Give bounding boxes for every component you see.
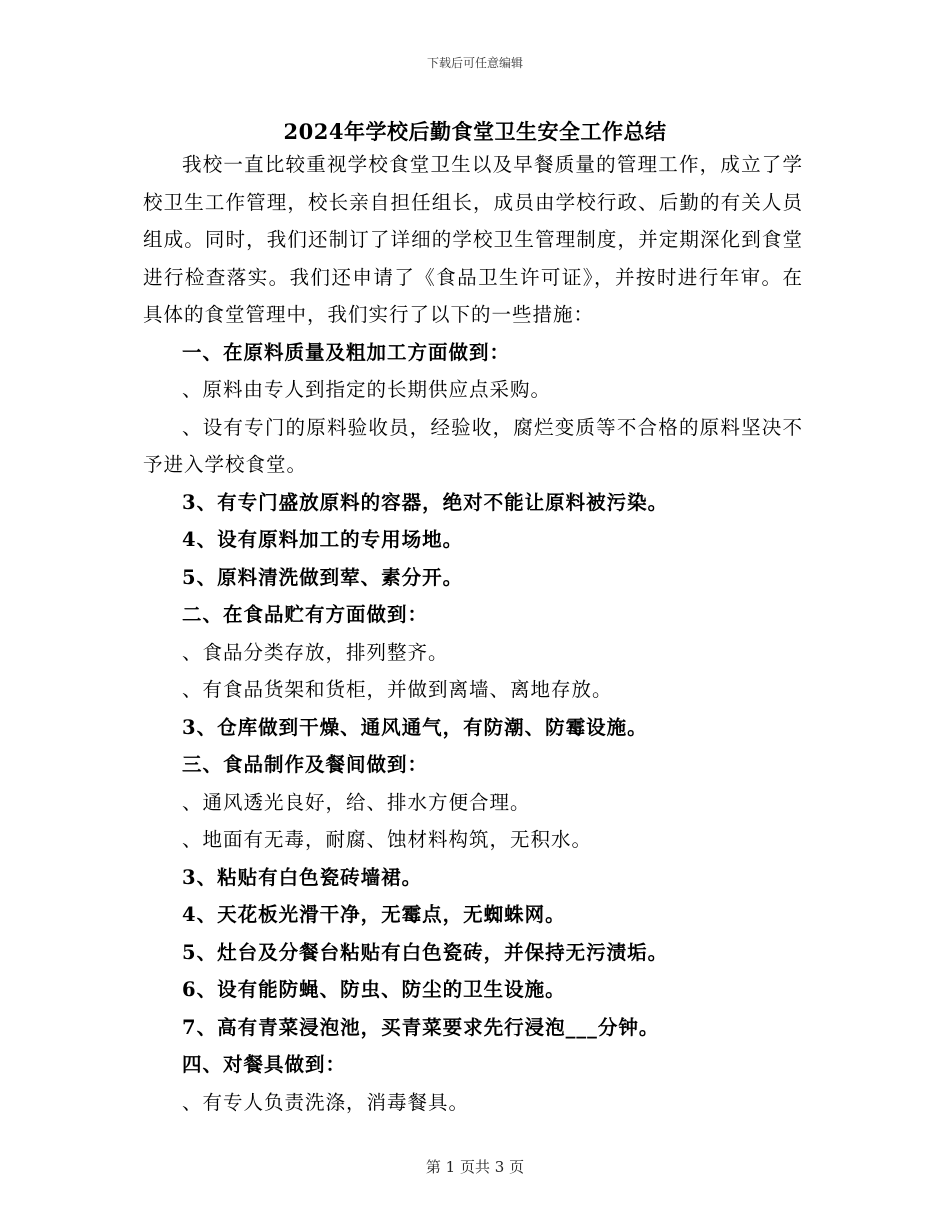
list-item: 、设有专门的原料验收员，经验收，腐烂变质等不合格的原料坚决不予进入学校食堂。 <box>143 415 803 476</box>
list-item: 5、原料清洗做到荤、素分开。 <box>182 565 464 589</box>
list-item: 4、天花板光滑干净，无霉点，无蜘蛛网。 <box>182 903 566 926</box>
list-item: 6、设有能防蝇、防虫、防尘的卫生设施。 <box>182 978 566 1001</box>
list-item: 3、仓库做到干燥、通风通气，有防潮、防霉设施。 <box>182 715 648 739</box>
list-item: 、通风透光良好，给、排水方便合理。 <box>182 790 531 814</box>
list-item: 3、有专门盛放原料的容器，绝对不能让原料被污染。 <box>182 490 669 514</box>
section-heading-4: 四、对餐具做到： <box>182 1053 347 1076</box>
list-item: 7、高有青菜浸泡池，买青菜要求先行浸泡___分钟。 <box>182 1015 660 1039</box>
section-heading-2: 二、在食品贮有方面做到： <box>182 603 429 626</box>
page-header: 下载后可任意编辑 <box>426 56 523 70</box>
document-title: 2024年学校后勤食堂卫生安全工作总结 <box>283 119 667 144</box>
list-item: 3、粘贴有白色瓷砖墙裙。 <box>182 865 423 889</box>
list-item: 、有专人负责洗涤，消毒餐具。 <box>182 1090 470 1114</box>
section-heading-3: 三、食品制作及餐间做到： <box>182 753 429 776</box>
document-body <box>143 146 803 1121</box>
section-heading-1: 一、在原料质量及粗加工方面做到： <box>182 340 511 364</box>
page-footer: 第 1 页共 3 页 <box>425 1158 525 1176</box>
list-item: 、有食品货架和货柜，并做到离墙、离地存放。 <box>182 678 613 701</box>
list-item: 5、灶台及分餐台粘贴有白色瓷砖，并保持无污渍垢。 <box>182 940 669 964</box>
list-item: 、原料由专人到指定的长期供应点采购。 <box>182 378 552 401</box>
intro-paragraph: 我校一直比较重视学校食堂卫生以及早餐质量的管理工作，成立了学校卫生工作管理，校长亲自担任组长，成员由学校行政、后勤的有关人员组成。同时，我们还制订了详细的学校卫生管理制度，并定期深化到食堂进行检查落实。我们还申请了《食品卫生许可证》，并按时进行年审。在具体的食堂管理中，我们实行了以下的一些措施： <box>143 153 803 326</box>
list-item: 、食品分类存放，排列整齐。 <box>182 640 449 664</box>
list-item: 、地面有无毒，耐腐、蚀材料构筑，无积水。 <box>182 828 593 851</box>
list-item: 4、设有原料加工的专用场地。 <box>182 528 464 551</box>
